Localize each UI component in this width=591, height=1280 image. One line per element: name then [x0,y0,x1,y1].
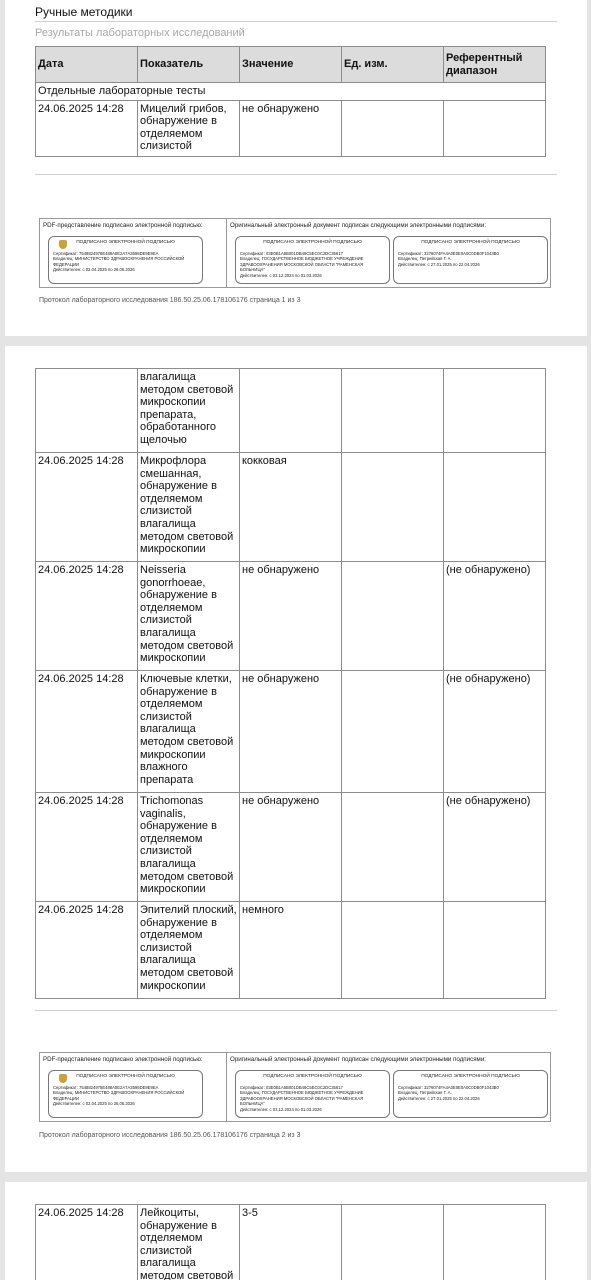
pdf-signature-heading: PDF-представление подписано электронной подписью: [43,222,203,229]
cell-indicator: Лейкоциты, обнаружение в отделяемом слизистой влагалища методом световой [138,1205,240,1280]
divider [35,21,557,22]
signature-block [39,1052,551,1122]
original-signature-heading: Оригинальный электронный документ подписан следующими электронными подписями: [230,222,486,229]
table-row [36,453,546,562]
cell-reference [444,902,546,999]
signature-stamp: ПОДПИСАНО ЭЛЕКТРОННОЙ ПОДПИСЬЮ Сертификат: 03E0B1A5B001DB46C5EC0C2DC35617 Владелец: ГОСУДАРСТВЕННОЕ БЮДЖЕТНОЕ УЧРЕЖДЕНИЕ ЗДРАВООХРАНЕНИЯ МОСКОВСКОЙ ОБЛАСТИ "РАМЕНСКАЯ БОЛЬНИЦА" Действителен: с 03.12.2024 по 01.03.2026 [235,236,390,284]
cell-unit [342,369,444,453]
header-value: Значение [240,47,342,83]
results-table [35,1204,546,1280]
document-page-1 [5,0,587,336]
cell-unit [342,100,444,156]
cell-value: не обнаружено [240,100,342,156]
cell-value [240,369,342,453]
table-row [36,671,546,793]
signature-stamp: ПОДПИСАНО ЭЛЕКТРОННОЙ ПОДПИСЬЮ Сертификат: 3276074FA4A0E0E0A0C0DB0F1043B0 Владелец: Петрийская Г. А. Действителен: с 27.01.2025 по 22.04.2026 [393,236,548,284]
signature-stamp: ПОДПИСАНО ЭЛЕКТРОННОЙ ПОДПИСЬЮ Сертификат: 03E0B1A5B001DB46C5EC0C2DC35617 Владелец: ГОСУДАРСТВЕННОЕ БЮДЖЕТНОЕ УЧРЕЖДЕНИЕ ЗДРАВООХРАНЕНИЯ МОСКОВСКОЙ ОБЛАСТИ "РАМЕНСКАЯ БОЛЬНИЦА" Действителен: с 03.12.2024 по 01.03.2026 [235,1070,390,1118]
cell-indicator: влагалища методом световой микроскопии препарата, обработанного щелочью [138,369,240,453]
header-date: Дата [36,47,138,83]
signature-stamp: ПОДПИСАНО ЭЛЕКТРОННОЙ ПОДПИСЬЮ Сертификат: 7548824978E488A0E2A7A3598DE9E9EA Владелец: МИНИСТЕРСТВО ЗДРАВООХРАНЕНИЯ РОССИЙСКОЙ ФЕДЕРАЦИИ Действителен: с 02.04.2025 по 26.06.2026 [48,1070,203,1118]
cell-indicator: Neisseria gonorrhoeae, обнаружение в отделяемом слизистой влагалища методом световой микроскопии [138,562,240,671]
section-title: Результаты лабораторных исследований [35,27,245,39]
cell-unit [342,1205,444,1280]
cell-date: 24.06.2025 14:28 [36,1205,138,1280]
cell-date [36,369,138,453]
signature-block [39,218,551,288]
protocol-footer: Протокол лабораторного исследования 186.50.25.06.178106176 страница 1 из 3 [39,297,301,304]
cell-date: 24.06.2025 14:28 [36,793,138,902]
cell-reference [444,369,546,453]
cell-value: немного [240,902,342,999]
emblem-icon [59,1074,67,1083]
divider [35,1010,557,1011]
cell-indicator: Trichomonas vaginalis, обнаружение в отделяемом слизистой влагалища методом световой микроскопии [138,793,240,902]
table-row [36,369,546,453]
header-reference: Референтный диапазон [444,47,546,83]
cell-reference: (не обнаружено) [444,671,546,793]
cell-indicator: Микрофлора смешанная, обнаружение в отделяемом слизистой влагалища методом световой микроскопии [138,453,240,562]
cell-date: 24.06.2025 14:28 [36,100,138,156]
cell-unit [342,562,444,671]
pdf-signature-heading: PDF-представление подписано электронной подписью: [43,1056,203,1063]
table-row [36,793,546,902]
emblem-icon [59,240,67,249]
cell-value: не обнаружено [240,793,342,902]
table-row [36,1205,546,1280]
cell-date: 24.06.2025 14:28 [36,671,138,793]
cell-reference: (не обнаружено) [444,562,546,671]
cell-indicator: Ключевые клетки, обнаружение в отделяемом слизистой влагалища методом световой микроскопии влажного препарата [138,671,240,793]
cell-unit [342,793,444,902]
protocol-footer: Протокол лабораторного исследования 186.50.25.06.178106176 страница 2 из 3 [39,1132,301,1139]
results-table [35,368,546,999]
original-signature-heading: Оригинальный электронный документ подписан следующими электронными подписями: [230,1056,486,1063]
document-page-2 [5,346,587,1172]
method-title: Ручные методики [35,5,133,19]
cell-reference [444,1205,546,1280]
cell-value: не обнаружено [240,671,342,793]
table-header-row [36,47,546,83]
cell-date: 24.06.2025 14:28 [36,453,138,562]
cell-indicator: Эпителий плоский, обнаружение в отделяемом слизистой влагалища методом световой микроскопии [138,902,240,999]
signature-stamp: ПОДПИСАНО ЭЛЕКТРОННОЙ ПОДПИСЬЮ Сертификат: 7548824978E488A0E2A7A3598DE9E9EA Владелец: МИНИСТЕРСТВО ЗДРАВООХРАНЕНИЯ РОССИЙСКОЙ ФЕДЕРАЦИИ Действителен: с 02.04.2025 по 26.06.2026 [48,236,203,284]
cell-value: не обнаружено [240,562,342,671]
group-title: Отдельные лабораторные тесты [36,83,546,101]
cell-unit [342,453,444,562]
signature-stamp: ПОДПИСАНО ЭЛЕКТРОННОЙ ПОДПИСЬЮ Сертификат: 3276074FA4A0E0E0A0C0DB0F1043B0 Владелец: Петрийская Г. А. Действителен: с 27.01.2025 по 22.04.2026 [393,1070,548,1118]
cell-reference: (не обнаружено) [444,793,546,902]
document-page-3 [5,1182,587,1280]
table-row [36,562,546,671]
table-row [36,902,546,999]
cell-value: 3-5 [240,1205,342,1280]
header-indicator: Показатель [138,47,240,83]
cell-unit [342,902,444,999]
table-row [36,100,546,156]
cell-unit [342,671,444,793]
results-table [35,46,546,157]
header-unit: Ед. изм. [342,47,444,83]
cell-value: кокковая [240,453,342,562]
cell-date: 24.06.2025 14:28 [36,562,138,671]
cell-reference [444,453,546,562]
cell-date: 24.06.2025 14:28 [36,902,138,999]
group-row [36,83,546,101]
cell-reference [444,100,546,156]
cell-indicator: Мицелий грибов, обнаружение в отделяемом слизистой [138,100,240,156]
divider [35,174,557,175]
